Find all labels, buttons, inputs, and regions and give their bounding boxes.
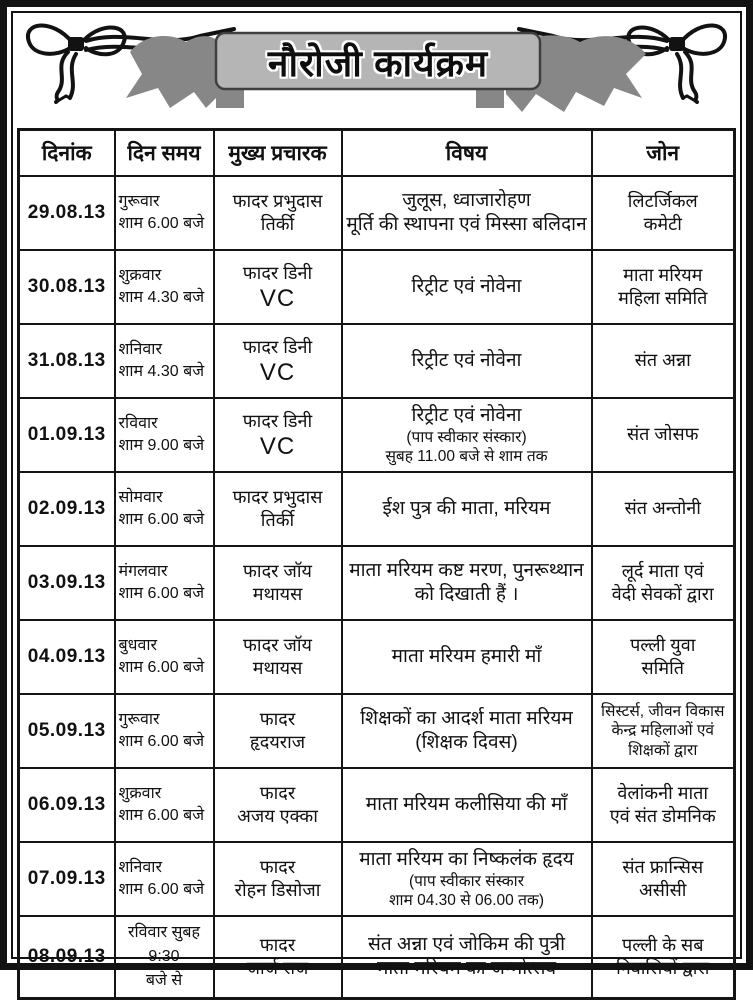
- zone-cell: माता मरियम महिला समिति: [592, 250, 735, 324]
- zone-cell: पल्ली के सब निवासियों द्वारा: [592, 916, 735, 999]
- subject-cell: रिट्रीट एवं नोवेना: [342, 250, 592, 324]
- day-time-cell: रविवार सुबह 9:30 बजे से: [115, 916, 214, 999]
- zone-cell: सिस्टर्स, जीवन विकास केन्द्र महिलाओं एवं शिक्षकों द्वारा: [592, 694, 735, 768]
- subject-cell: माता मरियम का निष्कलंक हृदय (पाप स्वीकार संस्कार शाम 04.30 से 06.00 तक): [342, 842, 592, 916]
- table-row: [19, 324, 735, 398]
- table-row: [19, 176, 735, 250]
- preacher-cell: फादर रोहन डिसोजा: [214, 842, 342, 916]
- date-cell: 30.08.13: [19, 250, 115, 324]
- zone-cell: वेलांकनी माता एवं संत डोमनिक: [592, 768, 735, 842]
- subject-cell: ईश पुत्र की माता, मरियम: [342, 472, 592, 546]
- table-row: [19, 694, 735, 768]
- table-row: [19, 250, 735, 324]
- day-time-cell: गुरूवार शाम 6.00 बजे: [115, 694, 214, 768]
- subject-cell: जुलूस, ध्वाजारोहण मूर्ति की स्थापना एवं मिस्सा बलिदान: [342, 176, 592, 250]
- zone-cell: संत अन्तोनी: [592, 472, 735, 546]
- subject-cell: रिट्रीट एवं नोवेना (पाप स्वीकार संस्कार) सुबह 11.00 बजे से शाम तक: [342, 398, 592, 472]
- date-cell: 03.09.13: [19, 546, 115, 620]
- date-cell: 31.08.13: [19, 324, 115, 398]
- table-row: [19, 398, 735, 472]
- date-cell: 07.09.13: [19, 842, 115, 916]
- subject-cell: शिक्षकों का आदर्श माता मरियम (शिक्षक दिवस): [342, 694, 592, 768]
- table-row: [19, 620, 735, 694]
- title-banner: [86, 30, 668, 116]
- schedule-table-body: [19, 176, 735, 999]
- table-header-row: [19, 130, 735, 177]
- zone-cell: पल्ली युवा समिति: [592, 620, 735, 694]
- day-time-cell: शुक्रवार शाम 4.30 बजे: [115, 250, 214, 324]
- table-row: [19, 472, 735, 546]
- schedule-table: [17, 128, 736, 1000]
- header-preacher: मुख्य प्रचारक: [214, 130, 342, 177]
- header-date: दिनांक: [19, 130, 115, 177]
- day-time-cell: शनिवार शाम 6.00 बजे: [115, 842, 214, 916]
- day-time-cell: सोमवार शाम 6.00 बजे: [115, 472, 214, 546]
- date-cell: 05.09.13: [19, 694, 115, 768]
- preacher-cell: फादर डिनी VC: [214, 398, 342, 472]
- subject-cell: माता मरियम हमारी माँ: [342, 620, 592, 694]
- subject-cell: संत अन्ना एवं जोकिम की पुत्री माता मरियम का जन्मोत्सव: [342, 916, 592, 999]
- subject-cell: माता मरियम कलीसिया की माँ: [342, 768, 592, 842]
- zone-cell: संत जोसफ: [592, 398, 735, 472]
- date-cell: 06.09.13: [19, 768, 115, 842]
- subject-cell: माता मरियम कष्ट मरण, पुनरूथ्थान को दिखाती हैं ।: [342, 546, 592, 620]
- date-cell: 29.08.13: [19, 176, 115, 250]
- zone-cell: संत अन्ना: [592, 324, 735, 398]
- day-time-cell: शनिवार शाम 4.30 बजे: [115, 324, 214, 398]
- preacher-cell: फादर हृदयराज: [214, 694, 342, 768]
- preacher-cell: फादर डिनी VC: [214, 324, 342, 398]
- header-subject: विषय: [342, 130, 592, 177]
- table-row: [19, 546, 735, 620]
- preacher-cell: फादर डिनी VC: [214, 250, 342, 324]
- preacher-cell: फादर प्रभुदास तिर्की: [214, 176, 342, 250]
- table-row: [19, 842, 735, 916]
- subject-cell: रिट्रीट एवं नोवेना: [342, 324, 592, 398]
- preacher-cell: फादर प्रभुदास तिर्की: [214, 472, 342, 546]
- date-cell: 04.09.13: [19, 620, 115, 694]
- day-time-cell: बुधवार शाम 6.00 बजे: [115, 620, 214, 694]
- zone-cell: संत फ्रान्सिस असीसी: [592, 842, 735, 916]
- day-time-cell: मंगलवार शाम 6.00 बजे: [115, 546, 214, 620]
- date-cell: 02.09.13: [19, 472, 115, 546]
- preacher-cell: फादर जार्ज राज: [214, 916, 342, 999]
- day-time-cell: गुरूवार शाम 6.00 बजे: [115, 176, 214, 250]
- date-cell: 08.09.13: [19, 916, 115, 999]
- preacher-cell: फादर अजय एक्का: [214, 768, 342, 842]
- table-row: [19, 916, 735, 999]
- banner-ribbon-left: [126, 36, 220, 108]
- header-zone: जोन: [592, 130, 735, 177]
- day-time-cell: शुक्रवार शाम 6.00 बजे: [115, 768, 214, 842]
- header-day-time: दिन समय: [115, 130, 214, 177]
- zone-cell: लिटर्जिकल कमेटी: [592, 176, 735, 250]
- preacher-cell: फादर जॉय मथायस: [214, 546, 342, 620]
- page-title: नौरोजी कार्यक्रम: [267, 42, 489, 84]
- table-row: [19, 768, 735, 842]
- zone-cell: लूर्द माता एवं वेदी सेवकों द्वारा: [592, 546, 735, 620]
- preacher-cell: फादर जॉय मथायस: [214, 620, 342, 694]
- day-time-cell: रविवार शाम 9.00 बजे: [115, 398, 214, 472]
- date-cell: 01.09.13: [19, 398, 115, 472]
